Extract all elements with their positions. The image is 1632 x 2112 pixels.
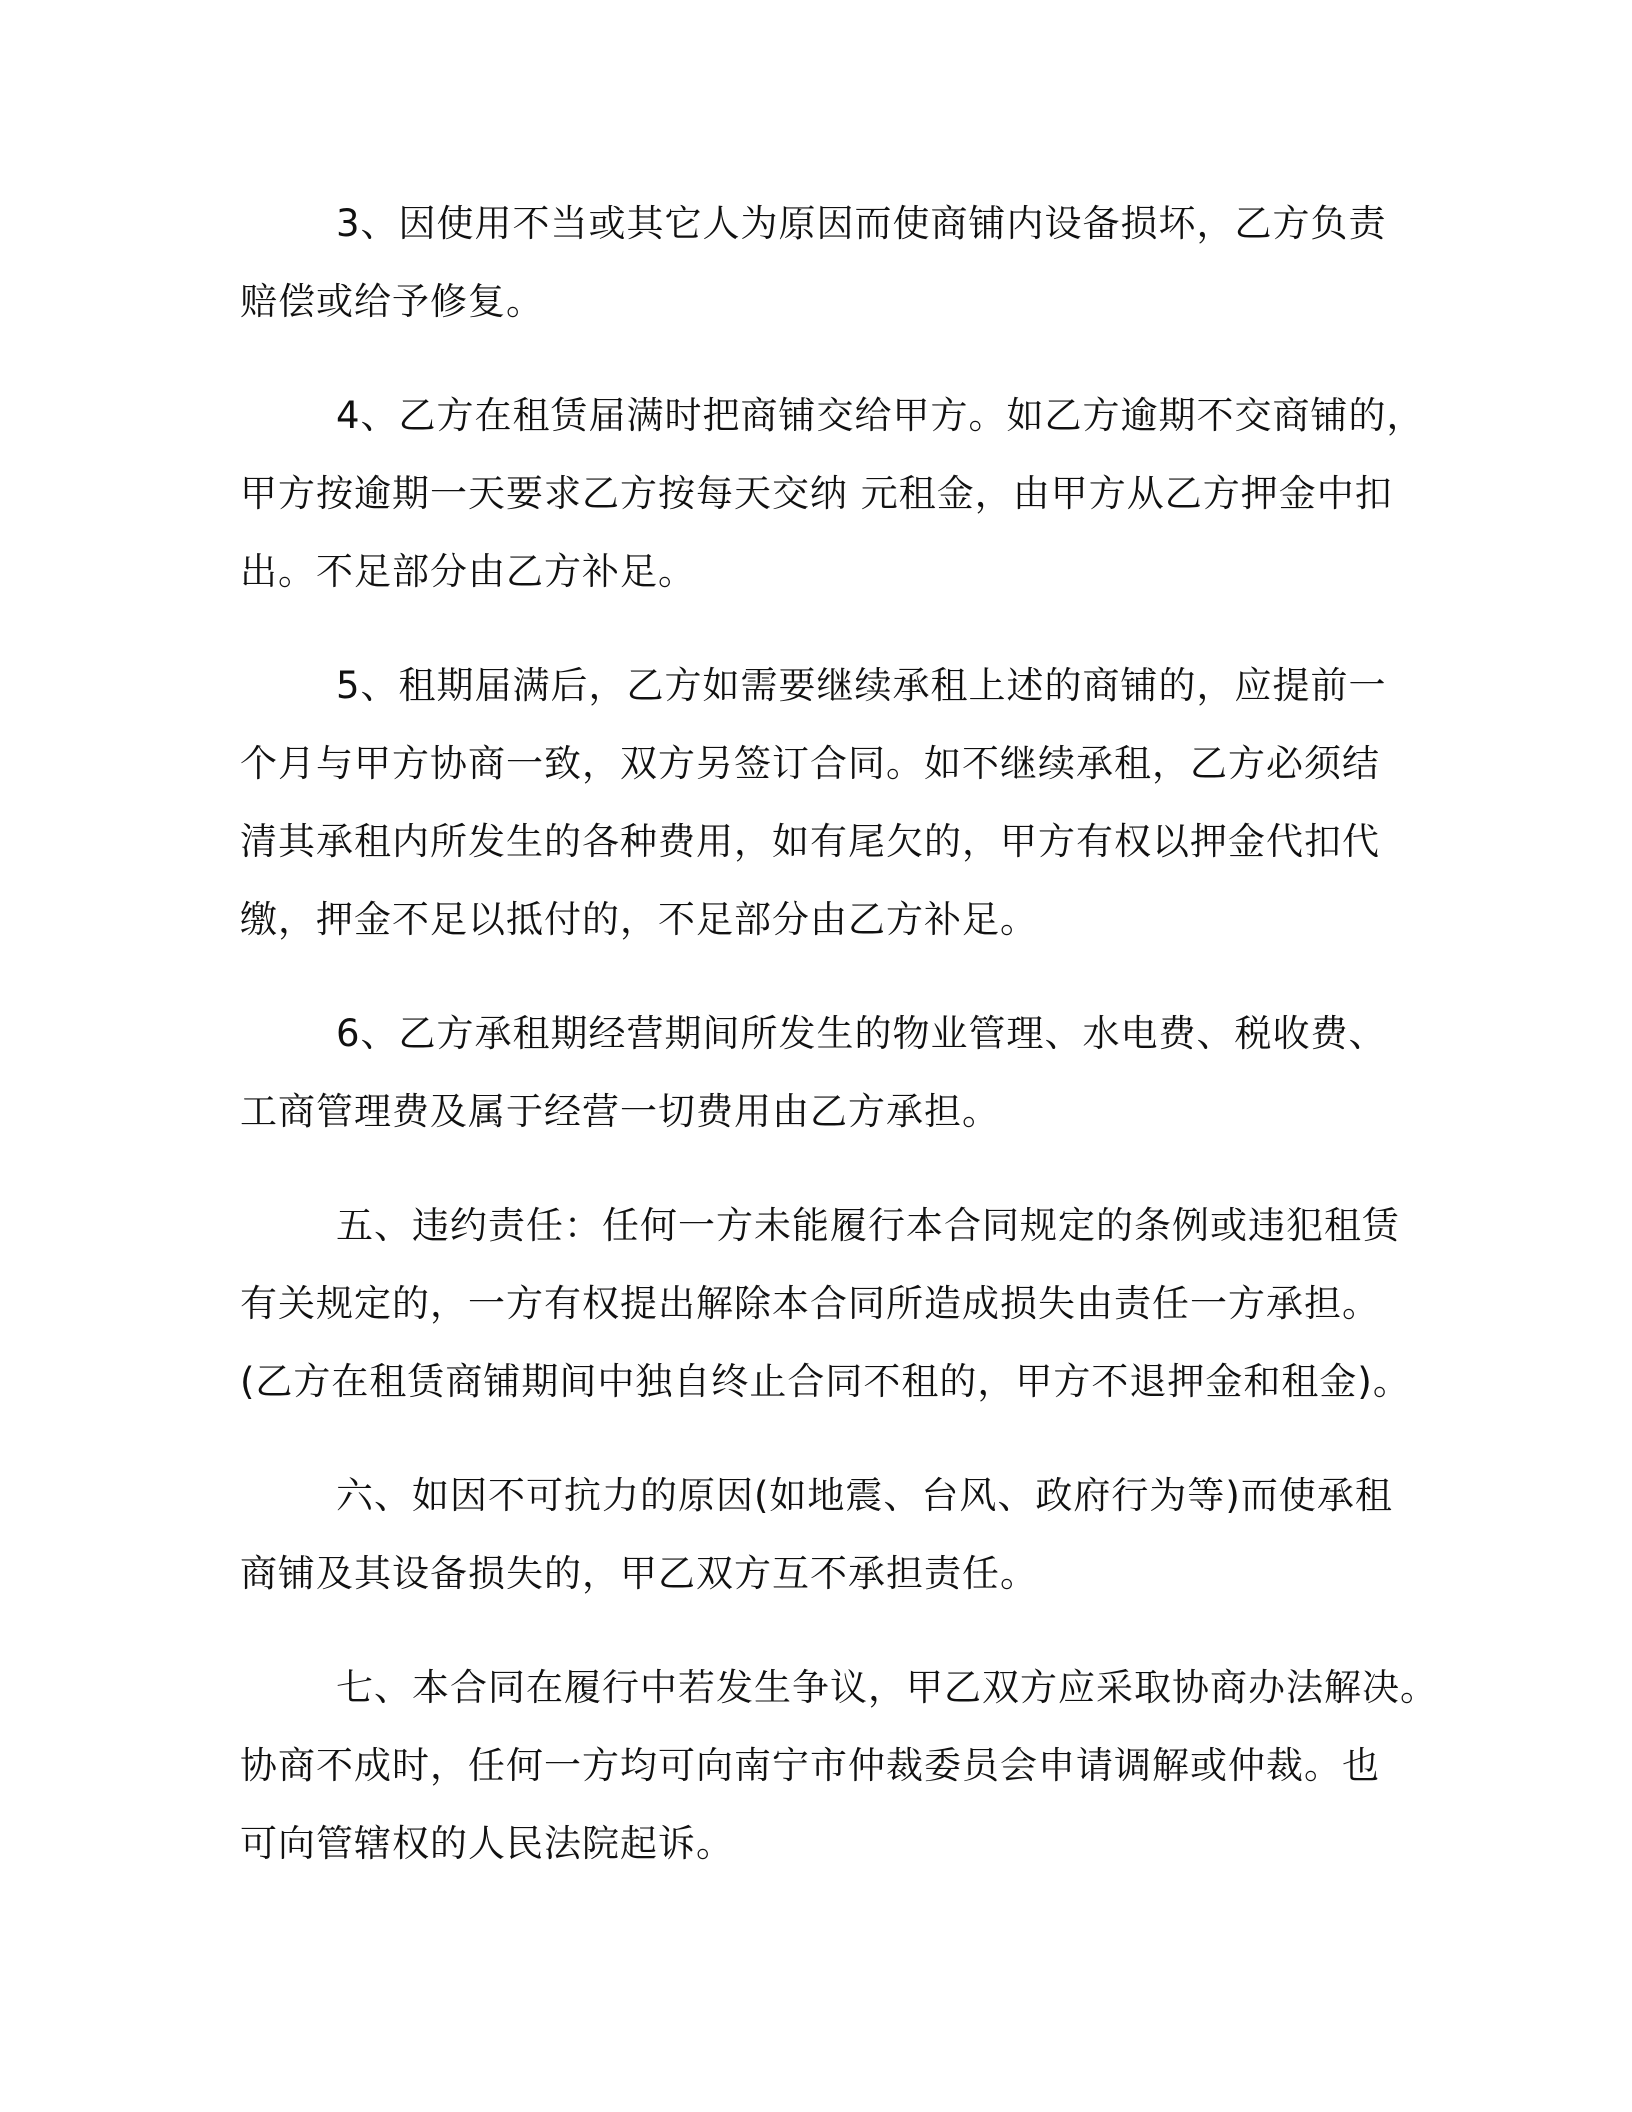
paragraph-line: 3、因使用不当或其它人为原因而使商铺内设备损坏，乙方负责 (336, 202, 1387, 245)
paragraph-line: 六、如因不可抗力的原因(如地震、台风、政府行为等)而使承租 (336, 1474, 1393, 1517)
paragraph-line: (乙方在租赁商铺期间中独自终止合同不租的，甲方不退押金和租金)。 (240, 1360, 1411, 1403)
paragraph-clause-3 (240, 185, 1400, 341)
paragraph-disputes (240, 1649, 1438, 1883)
paragraph-liability (240, 1187, 1411, 1421)
paragraph-line: 五、违约责任：任何一方未能履行本合同规定的条例或违犯租赁 (336, 1204, 1400, 1247)
paragraph-line: 5、租期届满后，乙方如需要继续承租上述的商铺的，应提前一 (336, 664, 1387, 707)
paragraph-line: 工商管理费及属于经营一切费用由乙方承担。 (240, 1090, 1000, 1133)
paragraph-line: 甲方按逾期一天要求乙方按每天交纳 元租金，由甲方从乙方押金中扣 (240, 472, 1393, 515)
paragraph-clause-6 (240, 995, 1400, 1151)
paragraph-line: 七、本合同在履行中若发生争议，甲乙双方应采取协商办法解决。 (336, 1666, 1438, 1709)
paragraph-force-majeure (240, 1457, 1400, 1613)
paragraph-line: 出。不足部分由乙方补足。 (240, 550, 696, 593)
paragraph-line: 商铺及其设备损失的，甲乙双方互不承担责任。 (240, 1552, 1038, 1595)
paragraph-line: 缴，押金不足以抵付的，不足部分由乙方补足。 (240, 898, 1038, 941)
paragraph-clause-4 (240, 377, 1425, 611)
paragraph-line: 协商不成时，任何一方均可向南宁市仲裁委员会申请调解或仲裁。也 (240, 1744, 1380, 1787)
paragraph-line: 个月与甲方协商一致，双方另签订合同。如不继续承租，乙方必须结 (240, 742, 1380, 785)
paragraph-clause-5 (240, 647, 1400, 959)
paragraph-line: 赔偿或给予修复。 (240, 280, 544, 323)
paragraph-line: 4、乙方在租赁届满时把商铺交给甲方。如乙方逾期不交商铺的， (336, 394, 1425, 437)
paragraph-line: 可向管辖权的人民法院起诉。 (240, 1822, 734, 1865)
paragraph-line: 有关规定的，一方有权提出解除本合同所造成损失由责任一方承担。 (240, 1282, 1380, 1325)
paragraph-line: 清其承租内所发生的各种费用，如有尾欠的，甲方有权以押金代扣代 (240, 820, 1380, 863)
document-body (240, 185, 1438, 1919)
paragraph-line: 6、乙方承租期经营期间所发生的物业管理、水电费、税收费、 (336, 1012, 1387, 1055)
